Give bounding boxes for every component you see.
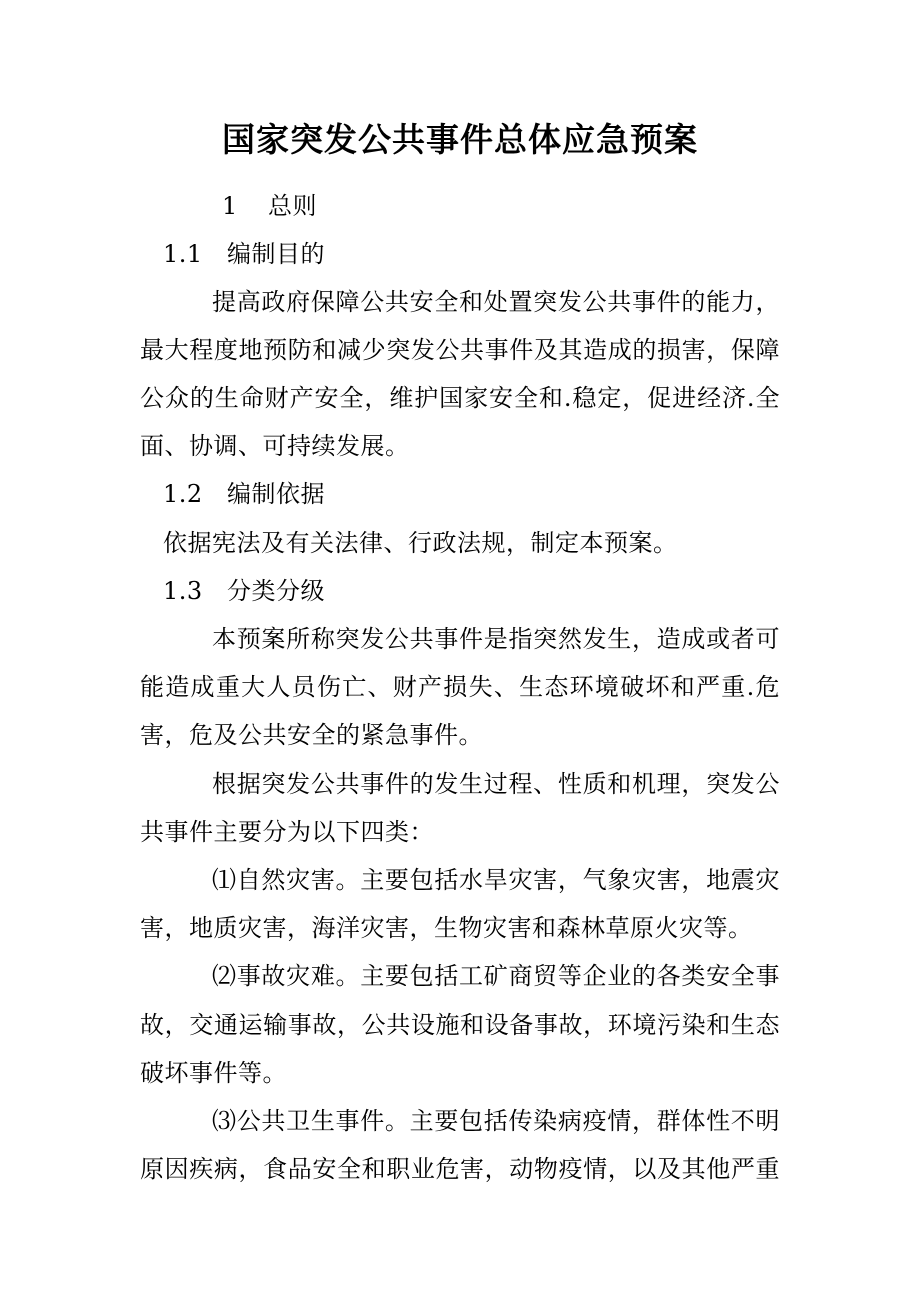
paragraph-line: 故，交通运输事故，公共设施和设备事故，环境污染和生态	[140, 1011, 780, 1039]
paragraph-line: ⑵事故灾难。主要包括工矿商贸等企业的各类安全事	[212, 962, 780, 990]
paragraph-line: 害，地质灾害，海洋灾害，生物灾害和森林草原火灾等。	[140, 914, 753, 942]
paragraph-line: 提高政府保障公共安全和处置突发公共事件的能力，	[212, 288, 780, 316]
paragraph-line: 最大程度地预防和减少突发公共事件及其造成的损害，保障	[140, 336, 780, 364]
section-label: 分类分级	[227, 577, 325, 605]
section-heading-1-2	[163, 478, 325, 510]
document-title: 国家突发公共事件总体应急预案	[222, 120, 698, 159]
section-heading-1	[222, 190, 317, 222]
paragraph-line: 公众的生命财产安全，维护国家安全和.稳定，促进经济.全	[140, 384, 780, 412]
section-number: 1.2	[163, 480, 203, 508]
paragraph-line: 能造成重大人员伤亡、财产损失、生态环境破坏和严重.危	[140, 673, 780, 701]
section-heading-1-1	[163, 238, 325, 270]
paragraph-line: 本预案所称突发公共事件是指突然发生，造成或者可	[212, 625, 780, 653]
paragraph-line: ⑴自然灾害。主要包括水旱灾害，气象灾害，地震灾	[212, 866, 780, 894]
section-label: 编制目的	[227, 240, 325, 268]
section-label: 总则	[268, 192, 317, 220]
section-label: 编制依据	[227, 480, 325, 508]
paragraph-line: ⑶公共卫生事件。主要包括传染病疫情，群体性不明	[212, 1107, 780, 1135]
section-number: 1.1	[163, 240, 203, 268]
paragraph-line: 面、协调、可持续发展。	[140, 432, 410, 460]
paragraph-line: 根据突发公共事件的发生过程、性质和机理，突发公	[212, 770, 780, 798]
section-heading-1-3	[163, 575, 325, 607]
paragraph-line: 破坏事件等。	[140, 1059, 287, 1087]
section-number: 1.3	[163, 577, 203, 605]
section-number: 1	[222, 192, 238, 220]
paragraph-line: 依据宪法及有关法律、行政法规，制定本预案。	[163, 529, 678, 557]
paragraph-line: 害，危及公共安全的紧急事件。	[140, 721, 483, 749]
paragraph-line: 共事件主要分为以下四类：	[140, 818, 434, 846]
paragraph-line: 原因疾病，食品安全和职业危害，动物疫情，以及其他严重	[140, 1155, 780, 1183]
